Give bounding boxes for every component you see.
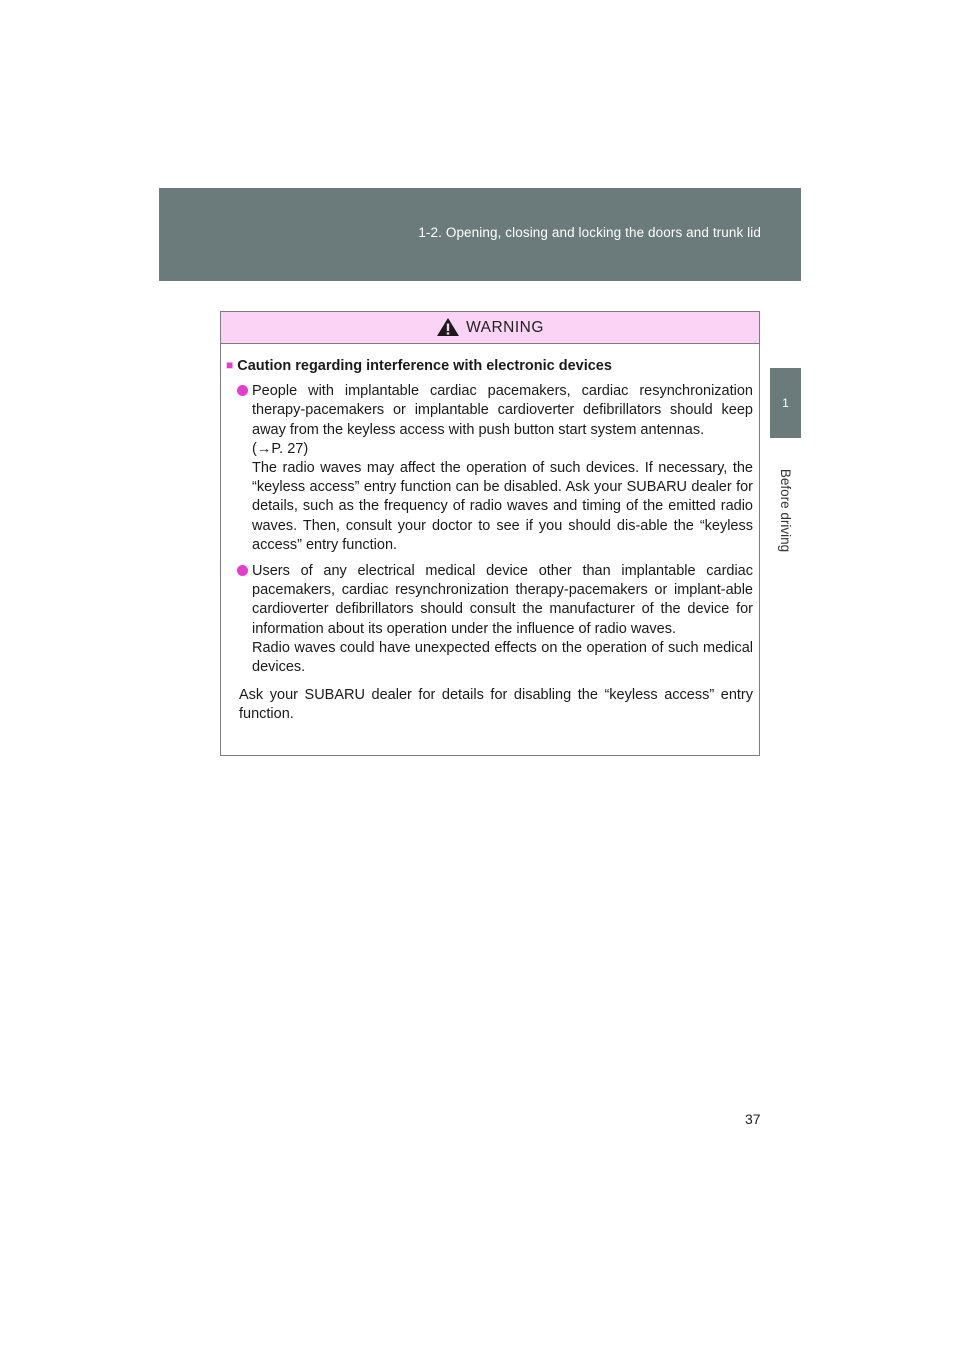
warning-header — [221, 312, 759, 344]
warning-box — [220, 311, 760, 756]
bullet-text: People with implantable cardiac pacemakers, cardiac resynchronization therapy-pacemakers or implantable cardioverter defibrillators should keep away from the keyless access with push button start system antennas. — [252, 383, 753, 438]
page-reference: (→P. 27) — [252, 440, 309, 457]
bullet-text: The radio waves may affect the operation of such devices. If necessary, the “keyless access” entry function can be disabled. Ask your SUBARU dealer for details, such as the frequency of radio waves and timing of the emitted radio waves. Then, consult your doctor to see if you should dis-able the “keyless access” entry function. — [252, 460, 753, 553]
chapter-label: Before driving — [778, 468, 794, 552]
page-number: 37 — [745, 1111, 761, 1127]
circle-bullet-icon — [237, 385, 248, 396]
warning-triangle-icon — [436, 317, 460, 337]
chapter-number: 1 — [782, 396, 789, 410]
footer-text: Ask your SUBARU dealer for details for disabling the “keyless access” entry function. — [239, 687, 753, 723]
section-title — [226, 356, 753, 376]
circle-bullet-icon — [237, 565, 248, 576]
list-item — [226, 382, 753, 555]
chapter-label-container — [766, 450, 806, 570]
header-band — [159, 188, 801, 281]
section-heading: 1-2. Opening, closing and locking the doors and trunk lid — [418, 225, 761, 240]
warning-body — [221, 344, 759, 725]
list-item — [226, 562, 753, 677]
section-title-text: Caution regarding interference with electronic devices — [237, 358, 612, 374]
square-bullet-icon: ■ — [226, 358, 234, 372]
chapter-tab — [770, 368, 801, 438]
bullet-text: Radio waves could have unexpected effects on the operation of such medical devices. — [252, 639, 753, 676]
bullet-text: Users of any electrical medical device other than implantable cardiac pacemakers, cardiac resynchronization therapy-pacemakers or implant-able cardioverter defibrillators should consult the manufacturer of the device for information about its operation under the influence of radio waves. — [252, 563, 753, 637]
warning-heading: WARNING — [466, 318, 544, 336]
